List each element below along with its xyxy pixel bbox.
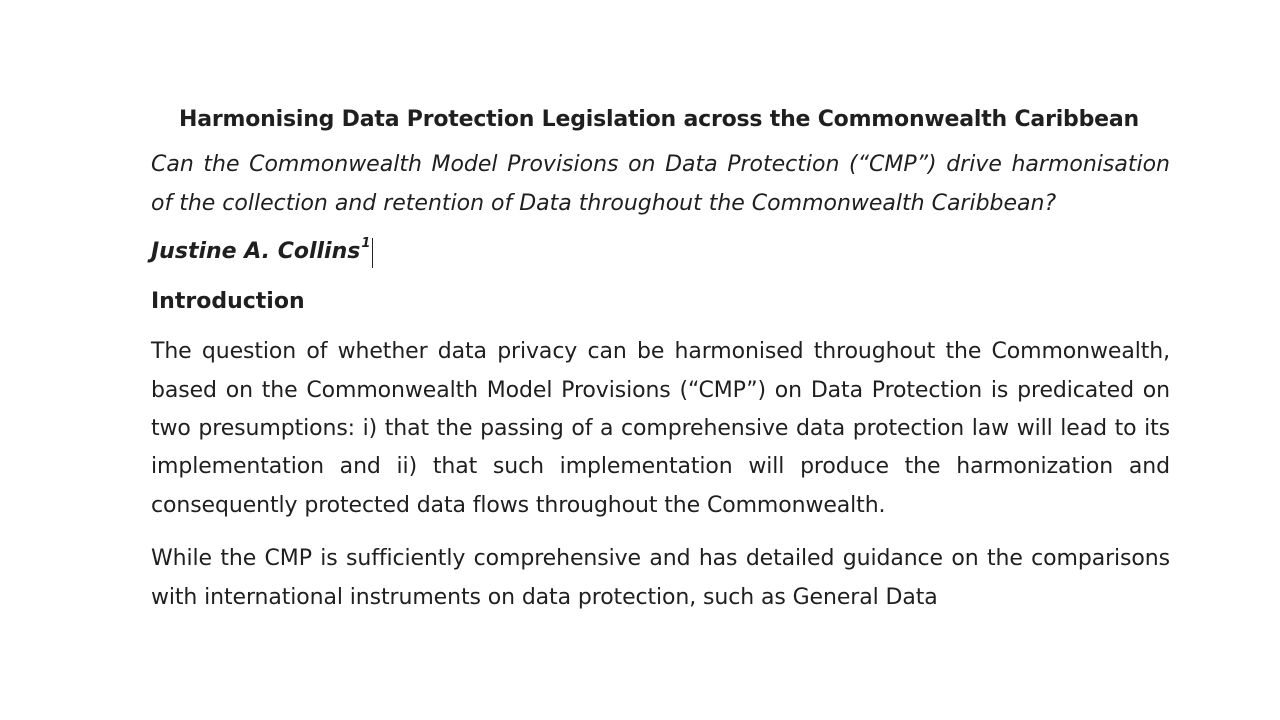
footnote-marker[interactable]: 1 <box>361 236 371 252</box>
author-line <box>151 235 1170 269</box>
body-paragraph-1: The question of whether data privacy can be harmonised throughout the Commonwealth, based on the Commonwealth Model Provisions (“CMP”) on Data Protection is predicated on two presumptions: i) that the passing of a comprehensive data protection law will lead to its implementation and ii) that such implementation will produce the harmonization and consequently protected data flows throughout the Commonwealth. <box>151 339 1170 518</box>
document-body[interactable] <box>151 104 1170 632</box>
body-paragraph-2: While the CMP is sufficiently comprehensive and has detailed guidance on the comparisons with international instruments on data protection, such as General Data <box>151 546 1170 610</box>
author-name: Justine A. Collins <box>151 239 361 265</box>
document-subtitle: Can the Commonwealth Model Provisions on Data Protection (“CMP”) drive harmonisation of the collection and retention of Data throughout the Commonwealth Caribbean? <box>151 152 1170 216</box>
section-heading-introduction: Introduction <box>151 289 305 315</box>
text-cursor <box>372 238 373 268</box>
document-title: Harmonising Data Protection Legislation across the Commonwealth Caribbean <box>179 107 1139 132</box>
